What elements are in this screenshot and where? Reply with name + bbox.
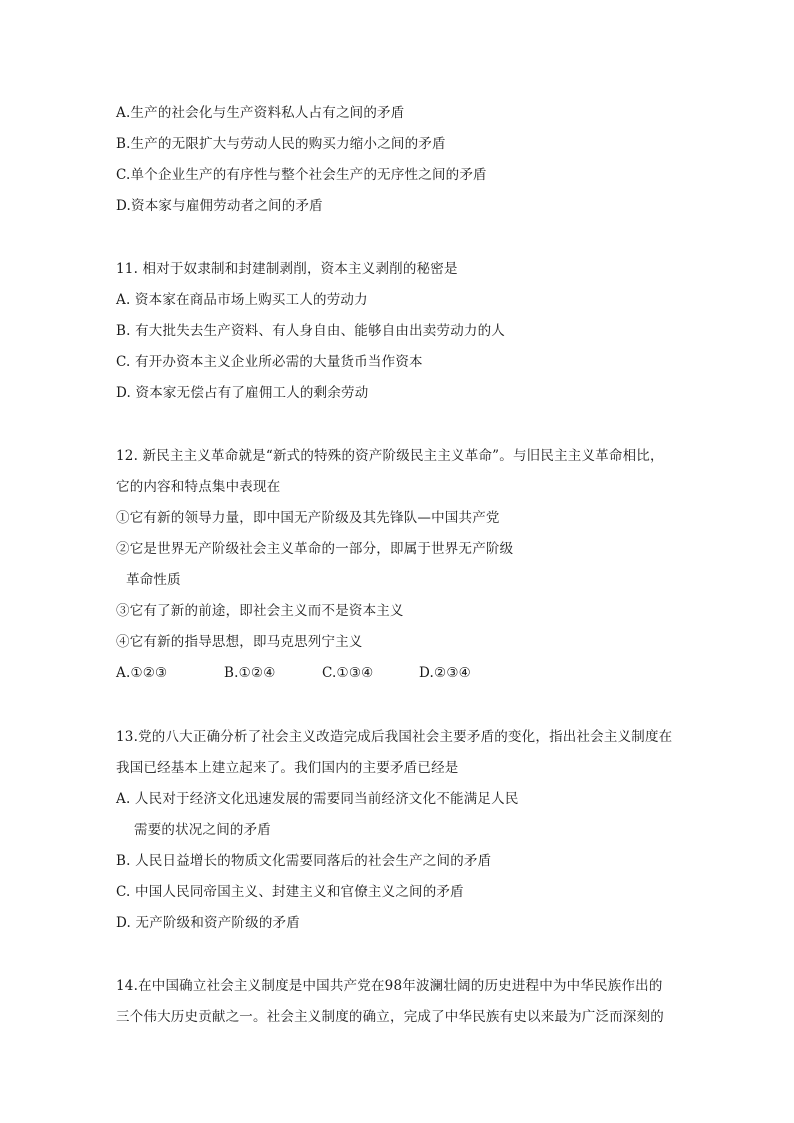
- q12-choice-d: D.②③④: [419, 665, 471, 681]
- q12-stem-line2: 它的内容和特点集中表现在: [116, 479, 281, 495]
- q12-item-2: ②它是世界无产阶级社会主义革命的一部分，即属于世界无产阶级: [116, 541, 514, 557]
- q11-option-b: B. 有大批失去生产资料、有人身自由、能够自由出卖劳动力的人: [116, 323, 506, 339]
- q12-item-1: ①它有新的领导力量，即中国无产阶级及其先锋队—中国共产党: [116, 510, 500, 526]
- q14-stem-line2: 三个伟大历史贡献之一。社会主义制度的确立，完成了中华民族有史以来最为广泛而深刻的: [116, 1009, 664, 1025]
- q12-stem-line1: 12. 新民主主义革命就是“新式的特殊的资产阶级民主主义革命”。与旧民主主义革命相比，: [116, 448, 664, 464]
- q12-item-2-continued: 革命性质: [126, 572, 181, 588]
- q11-option-a: A. 资本家在商品市场上购买工人的劳动力: [116, 292, 368, 308]
- q13-stem-line2: 我国已经基本上建立起来了。我们国内的主要矛盾已经是: [116, 760, 459, 776]
- q12-item-4: ④它有新的指导思想，即马克思列宁主义: [116, 634, 363, 650]
- q13-stem-line1: 13.党的八大正确分析了社会主义改造完成后我国社会主要矛盾的变化，指出社会主义制度在: [116, 729, 673, 745]
- q13-option-a-continued: 需要的状况之间的矛盾: [134, 822, 271, 838]
- q11-option-c: C. 有开办资本主义企业所必需的大量货币当作资本: [116, 354, 423, 370]
- q11-option-d: D. 资本家无偿占有了雇佣工人的剩余劳动: [116, 385, 369, 401]
- q13-option-c: C. 中国人民同帝国主义、封建主义和官僚主义之间的矛盾: [116, 884, 464, 900]
- q12-item-3: ③它有了新的前途，即社会主义而不是资本主义: [116, 603, 404, 619]
- q10-option-d: D.资本家与雇佣劳动者之间的矛盾: [116, 198, 323, 214]
- q14-stem-line1: 14.在中国确立社会主义制度是中国共产党在98年波澜壮阔的历史进程中为中华民族作出的: [116, 978, 663, 994]
- q12-choice-b: B.①②④: [224, 665, 276, 681]
- q13-option-b: B. 人民日益增长的物质文化需要同落后的社会生产之间的矛盾: [116, 853, 492, 869]
- q12-choice-c: C.①③④: [322, 665, 374, 681]
- q13-option-a: A. 人民对于经济文化迅速发展的需要同当前经济文化不能满足人民: [116, 791, 519, 807]
- q13-option-d: D. 无产阶级和资产阶级的矛盾: [116, 915, 300, 931]
- q11-stem: 11. 相对于奴隶制和封建制剥削，资本主义剥削的秘密是: [116, 261, 458, 277]
- q12-choice-a: A.①②③: [116, 665, 168, 681]
- q10-option-c: C.单个企业生产的有序性与整个社会生产的无序性之间的矛盾: [116, 167, 487, 183]
- q10-option-a: A.生产的社会化与生产资料私人占有之间的矛盾: [116, 105, 405, 121]
- q10-option-b: B.生产的无限扩大与劳动人民的购买力缩小之间的矛盾: [116, 136, 446, 152]
